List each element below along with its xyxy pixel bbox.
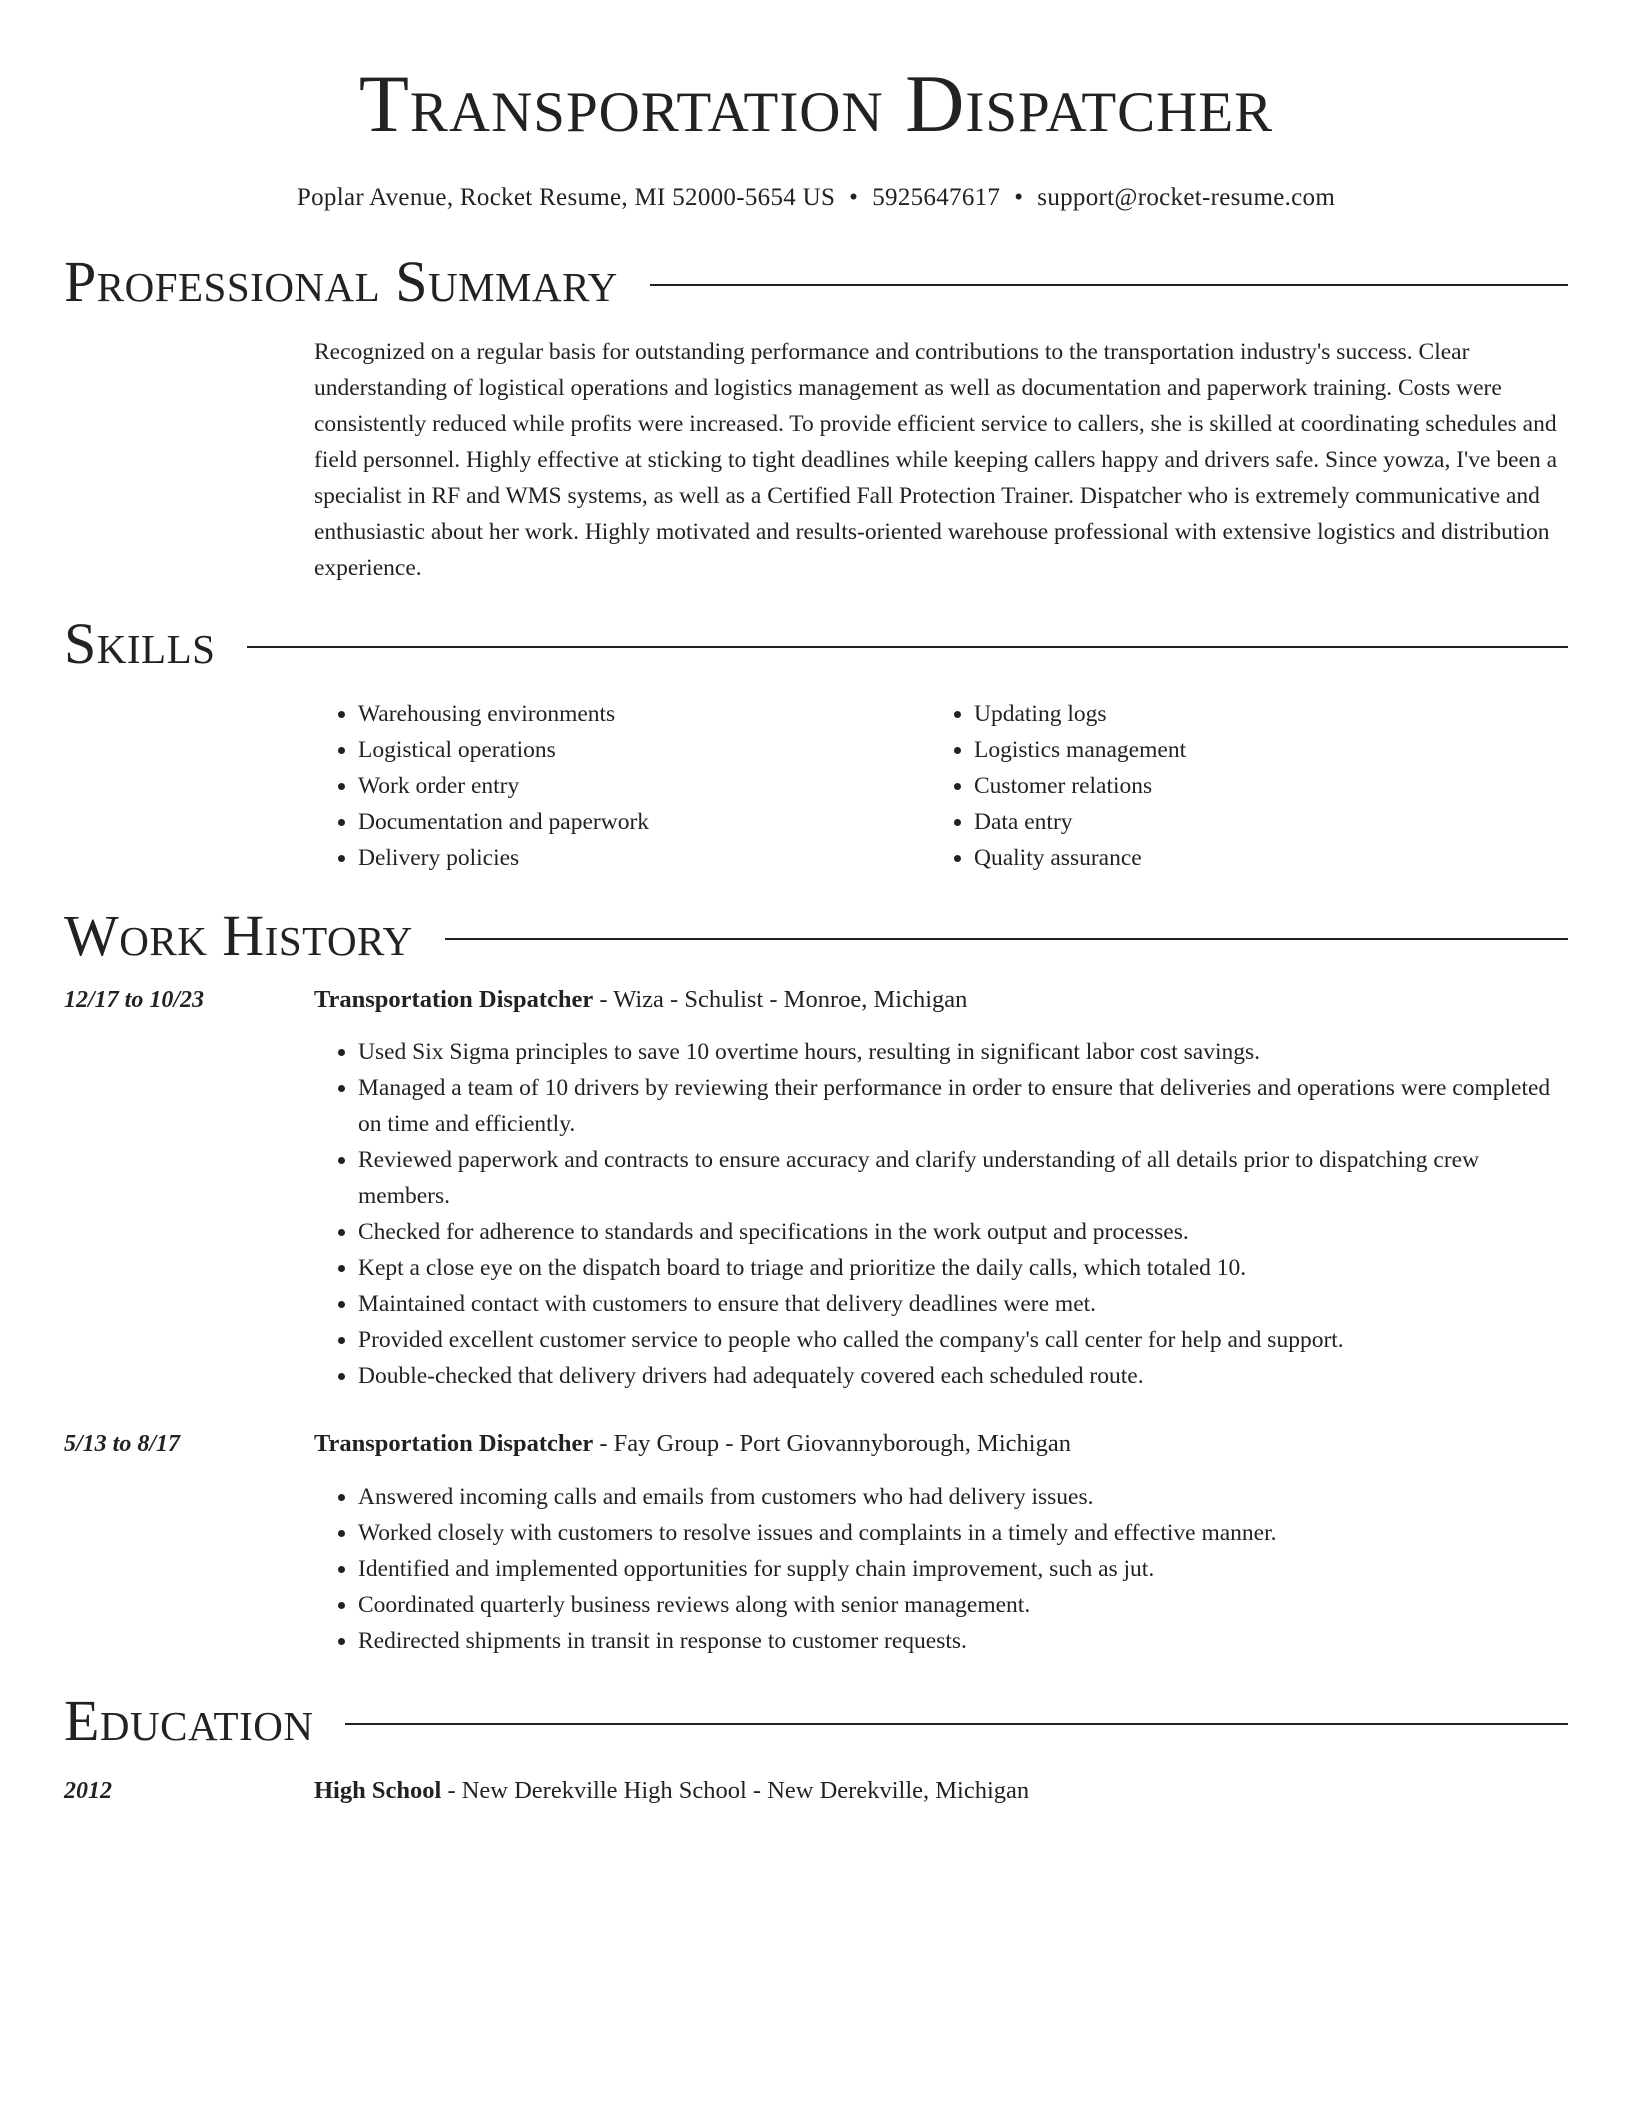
job-entry bbox=[64, 1426, 1568, 1462]
job-bullets bbox=[314, 1479, 1568, 1659]
job-bullets bbox=[314, 1034, 1568, 1394]
education-title-line bbox=[314, 1773, 1029, 1809]
section-divider bbox=[445, 938, 1568, 940]
contact-email: support@rocket-resume.com bbox=[1037, 184, 1336, 211]
skill-item: • Warehousing environments bbox=[358, 696, 930, 732]
job-bullet: • Coordinated quarterly business reviews along with senior management. bbox=[358, 1587, 1568, 1623]
job-role: Transportation Dispatcher bbox=[314, 1430, 594, 1457]
skill-item: • Customer relations bbox=[974, 768, 1546, 804]
section-divider bbox=[345, 1723, 1568, 1725]
skills-list bbox=[314, 696, 1568, 876]
job-details: - Fay Group - Port Giovannyborough, Michigan bbox=[593, 1430, 1071, 1457]
section-divider bbox=[650, 284, 1568, 286]
job-entry bbox=[64, 982, 1568, 1018]
skill-item: • Delivery policies bbox=[358, 840, 930, 876]
job-bullet: • Identified and implemented opportunities for supply chain improvement, such as jut. bbox=[358, 1551, 1568, 1587]
job-bullet: • Provided excellent customer service to people who called the company's call center for help and support. bbox=[358, 1322, 1568, 1358]
skill-item: • Logistics management bbox=[974, 732, 1546, 768]
job-bullet: • Double-checked that delivery drivers had adequately covered each scheduled route. bbox=[358, 1358, 1568, 1394]
job-bullet: • Reviewed paperwork and contracts to ensure accuracy and clarify understanding of all details prior to dispatching crew members. bbox=[358, 1142, 1568, 1214]
education-entry bbox=[64, 1773, 1568, 1809]
job-title-line bbox=[314, 1426, 1071, 1462]
job-bullet-list bbox=[314, 1479, 1568, 1659]
job-role: Transportation Dispatcher bbox=[314, 986, 594, 1013]
section-divider bbox=[247, 646, 1568, 648]
education-section-title: Education bbox=[64, 1688, 314, 1753]
work-section-header bbox=[64, 903, 1568, 968]
job-title-line bbox=[314, 982, 967, 1018]
contact-line bbox=[64, 184, 1568, 212]
job-bullet: • Answered incoming calls and emails from customers who had delivery issues. bbox=[358, 1479, 1568, 1515]
skills-column-right bbox=[930, 696, 1546, 876]
education-details: - New Derekville High School - New Derekville, Michigan bbox=[441, 1777, 1030, 1804]
skill-item: • Work order entry bbox=[358, 768, 930, 804]
job-bullet: • Checked for adherence to standards and specifications in the work output and processes. bbox=[358, 1214, 1568, 1250]
skill-item: • Data entry bbox=[974, 804, 1546, 840]
resume-name: Transportation Dispatcher bbox=[358, 58, 1274, 149]
work-section-title: Work History bbox=[64, 903, 413, 968]
job-dates: 12/17 to 10/23 bbox=[64, 987, 205, 1013]
job-bullet: • Used Six Sigma principles to save 10 overtime hours, resulting in significant labor cost savings. bbox=[358, 1034, 1568, 1070]
job-dates: 5/13 to 8/17 bbox=[64, 1431, 181, 1457]
education-degree: High School bbox=[314, 1777, 442, 1804]
skill-item: • Documentation and paperwork bbox=[358, 804, 930, 840]
job-bullet: • Kept a close eye on the dispatch board to triage and prioritize the daily calls, which totaled 10. bbox=[358, 1250, 1568, 1286]
job-bullet: • Redirected shipments in transit in response to customer requests. bbox=[358, 1623, 1568, 1659]
job-details: - Wiza - Schulist - Monroe, Michigan bbox=[593, 986, 968, 1013]
job-bullet-list bbox=[314, 1034, 1568, 1394]
skill-item: • Updating logs bbox=[974, 696, 1546, 732]
skills-section-header bbox=[64, 611, 1568, 676]
skills-column-left bbox=[314, 696, 930, 876]
skills-section-title: Skills bbox=[64, 611, 216, 676]
contact-separator: • bbox=[849, 184, 859, 211]
job-bullet: • Maintained contact with customers to ensure that delivery deadlines were met. bbox=[358, 1286, 1568, 1322]
contact-address: Poplar Avenue, Rocket Resume, MI 52000-5654 US bbox=[296, 184, 836, 211]
summary-text: Recognized on a regular basis for outstanding performance and contributions to the transportation industry's success. Clear understanding of logistical operations and logistics management as well as documentation and paperwork training. Costs were consistently reduced while profits were increased. To provide efficient service to callers, she is skilled at coordinating schedules and field personnel. Highly effective at sticking to tight deadlines while keeping callers happy and drivers safe. Since yowza, I've been a specialist in RF and WMS systems, as well as a Certified Fall Protection Trainer. Dispatcher who is extremely communicative and enthusiastic about her work. Highly motivated and results-oriented warehouse professional with extensive logistics and distribution experience. bbox=[314, 339, 1558, 581]
summary-section-header bbox=[64, 249, 1568, 314]
education-year: 2012 bbox=[64, 1778, 112, 1804]
education-section-header bbox=[64, 1688, 1568, 1753]
contact-separator: • bbox=[1014, 184, 1024, 211]
skill-item: • Quality assurance bbox=[974, 840, 1546, 876]
contact-phone: 5925647617 bbox=[872, 184, 1001, 211]
job-bullet: • Worked closely with customers to resolve issues and complaints in a timely and effective manner. bbox=[358, 1515, 1568, 1551]
summary-section-title: Professional Summary bbox=[64, 249, 618, 314]
skill-item: • Logistical operations bbox=[358, 732, 930, 768]
job-bullet: • Managed a team of 10 drivers by reviewing their performance in order to ensure that deliveries and operations were completed on time and efficiently. bbox=[358, 1070, 1568, 1142]
